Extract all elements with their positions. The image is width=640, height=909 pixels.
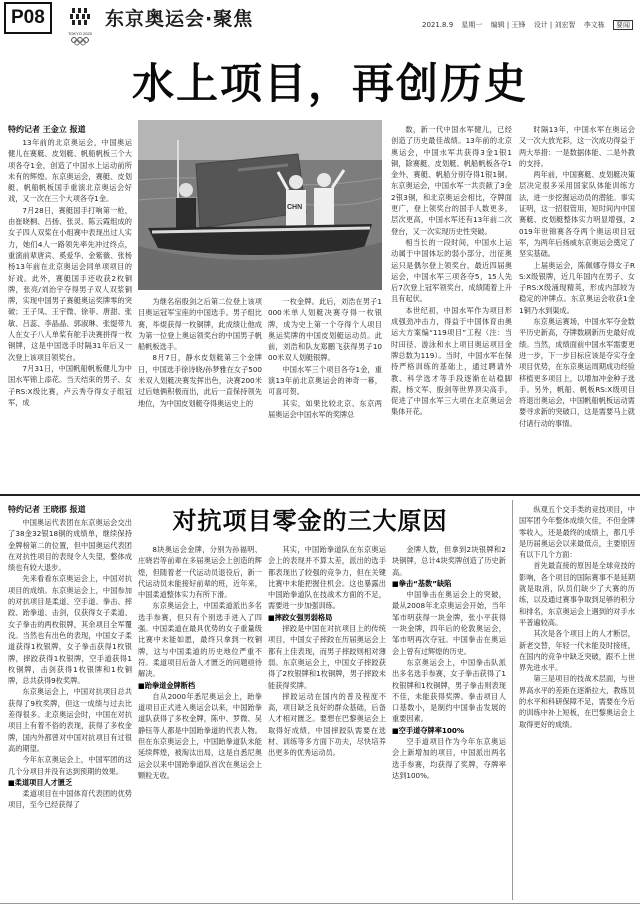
story2-col-1 [8,517,132,899]
paragraph: 上届奥运会，陈佩娜夺得女子RS:X级银牌，近几年国内在男子、女子RS:X级涌现精英，形成内部较为稳定的冲牌点。东京奥运会收获1金1铜乃水到渠成。 [519,260,635,315]
section-title: 东京奥运会·聚焦 [105,8,254,30]
paragraph: 自从2000年悉尼奥运会上，跆拳道项目正式进入奥运会以来，中国跆拳道队获得了多枚金牌，陈中、罗微、吴静钰等人都是中国跆拳道的代表人物。但在东京奥运会上，中国跆拳道队未能延续辉煌，被淘汰出局，这是自悉尼奥运会以来中国跆拳道队首次在奥运会上颗粒无收。 [138,691,262,780]
main-headline: 水上项目，再创历史 [131,59,528,108]
page-footer-rule [0,903,640,904]
paragraph: 13年前的北京奥运会，中国奥运健儿在赛艇、皮划艇、帆船帆板三个大项各夺1金，创造了中国水上运动前所未有的辉煌。东京奥运会，赛艇、皮划艇、帆船帆板国手重演北京奥运会好戏，又一次在三个大项各夺1金。 [8,138,132,204]
issue-weekday: 星期一 [461,21,483,29]
sailing-photo [138,120,382,290]
paragraph: 纵观五个交手类的竞技项目，中国军团今年整体成绩欠佳，不但金牌零收入，还是最终的成绩上，都几乎是历届奥运会以来最低点，主要原因有以下几个方面： [519,505,635,560]
paragraph: 其次是各个项目上的人才断层，新老交替，年轻一代未能及时接班，在国内的竞争中缺乏突破，跟不上世界先进水平。 [519,629,635,673]
paragraph: 为继名宿殷剑之后第二位登上该项目奥运冠军宝座的中国选手。男子组比赛，毕焜获得一枚铜牌，此成绩让他成为第一位登上奥运领奖台的中国男子帆船帆板选手。 [138,297,262,352]
paragraph: 空手道项目作为今年东京奥运会上新增加的项目，中国派出两名选手参赛，均获得了奖牌，夺牌率达到100%。 [392,737,506,780]
story1-col-2 [138,296,262,488]
paragraph: 摔跤是中国在对抗项目上的传统项目，中国女子摔跤在历届奥运会上都有上佳表现，而男子摔跤则相对薄弱。东京奥运会上，中国女子摔跤获得了2枚银牌和1枚铜牌，男子摔跤未能获得奖牌。 [268,624,386,690]
paragraph: 时隔13年，中国水军在奥运会又一次大放光彩，这一次成功得益于两大举措：一是数据体能、二是外教的支持。 [519,125,635,168]
page-header [0,0,640,50]
paragraph: 金牌人数，但拿到2块银牌和2块铜牌，总计4块奖牌创造了历史新高。 [392,545,506,577]
paragraph: 7月31日，中国帆船帆板健儿为中国水军锦上添花。当天结束的男子、女子RS:X级比赛，卢云秀夺得女子组冠军，成 [8,363,132,407]
paragraph: 8月7日，静水皮划艇第三个金牌日，中国选手徐诗晓/孙梦雅在女子500米双人划艇决赛发挥出色，决赛200米过后她俩积极而出，此后一直保持领先地位，为中国皮划艇夺得奥运史上的 [138,353,262,408]
paragraph: 摔跤运动在国内的普及程度不高，项目缺乏良好的群众基础，后备人才相对匮乏。要想在巴黎奥运会上取得好成绩，中国摔跤队需要在选材、训练等多方面下功夫，尽快培养出更多的优秀运动员。 [268,691,386,758]
column-rule [512,500,513,900]
paragraph: 东京奥运赛场，中国水军夺金数平历史新高，夺牌数刷新历史最好成绩。当然，成绩面前中国水军需要更进一步，下一步目标应该是夺实夺金项目优势，在东京奥运周期成功经验移植更多项目上，以增加冲金种子选手。另外，帆船、帆板RS:X级项目将退出奥运会，中国帆船帆板运动需要寻求新的突破口，这是需要马上就付诸行动的事情。 [519,317,635,428]
paragraph: 中国水军三个项目各夺1金，重演13年前北京奥运会的神奇一幕，可喜可贺。 [268,364,382,397]
story1-col-3 [268,296,382,488]
subheading: ■跆拳道金牌断档 [138,680,196,690]
paragraph: 7月28日，赛艇国手打响第一枪，由崔晓桐、吕扬、张灵、陈云霞组成的女子四人双桨在小组赛中表现出过人实力，她们4人一路领先率先冲过终点，重演前辈唐宾、奚爱华、金紫薇、张杨杨13年前在北京奥运会同单项项目的好戏。此外，赛艇国手还收获2枚铜牌，张亮/刘治宇夺得男子双人双浆铜牌，实现中国男子赛艇奥运奖牌零的突破；王子凤、王宇微、徐菲、唐甜、张敏、吕蕊、李晶晶、郭淑琳、张缇带九人在女子八人单桨有舵手决赛拼得一枚铜牌，这是中国选手时隔31年后又一次登上该项目领奖台。 [8,205,132,362]
story2-col-3 [268,544,386,899]
subheading: ■摔跤女强男弱格局 [268,612,333,622]
paragraph: 相当长的一段时间，中国水上运动属于中国体坛的弱小部分，出征奥运只是偶尔登上领奖台，最近四届奥运会，中国水军三项各夺5，15人先后7次登上冠军领奖台，成绩随着上升且有起伏。 [391,237,512,304]
subheading: ■柔道项目人才匮乏 [8,777,73,787]
paragraph: 数，新一代中国水军健儿，已经创造了历史最佳战绩。13年前的北京奥运会，中国水军共获得3金1银1铜，除赛艇、皮划艇、帆船帆板各夺1金外，赛艇、帆船分别夺得1银1铜。东京奥运会，中国水军一共贡献了3金2银3铜，和北京奥运会相比，夺牌面更广，登上领奖台的国手人数更多，层次更高，中国水军还有13年前二次登台，又一次实现历史性突破。 [391,125,512,236]
story2-col-2 [138,544,262,899]
paragraph: 其实，如果比较北京、东京两届奥运会中国水军的奖牌总 [268,398,382,419]
paragraph: 柔道项目在中国体育代表团的优势项目，至今已经获得了 [8,789,132,810]
proofreader-credit: 李文栋 [583,21,605,29]
editor-credit: 编辑 | 王锋 [490,21,526,29]
paragraph: 中国拳击在奥运会上的突破，最从2008年北京奥运会开始，当年邹市明获得一块金牌，张小平获得一块金牌，四年后的伦敦奥运会，邹市明再次夺冠。中国拳击在奥运会上曾有过辉煌的历史。 [392,590,506,656]
paragraph: 一枚金牌。此后，刘浩在男子1000米单人划艇决赛夺得一枚银牌，成为史上第一个夺得个人项目奥运奖牌的中国皮划艇运动员。此前，刘浩和队友郑鹏飞获得男子1000米双人划艇银牌。 [268,297,382,363]
paragraph: 首先最直接的原因是全球竞技的影响，各个项目的国际赛事不是延期就是取消，队员们缺少了大赛的历练，以及通过赛事争取到足够的积分和排名，东京奥运会上遇到的对手水平普遍较高。 [519,561,635,627]
story1-byline: 特约记者 王金立 报道 [8,125,86,134]
subheading: ■拳击“基数”缺陷 [392,578,452,588]
paragraph: 今年东京奥运会上，中国军团的这几个分项目并没有达到预期的效果。 [8,755,132,776]
story2-col-5 [519,504,635,899]
paragraph: 东京奥运会上，中国柔道派出多名选手参赛，但只有个别选手进入了四强。中国柔道在最具优势的女子重量级比赛中未能如愿，最终只拿到一枚铜牌，这与中国柔道的历史地位严重不符。柔道项目后备人才匮乏的问题亟待解决。 [138,601,262,679]
section-divider [0,494,640,496]
issue-meta [422,20,639,30]
flag-text: CHN [287,204,303,211]
story1-col-1 [8,137,132,485]
paragraph: 本世纪初，中国水军作为项目形成强劲冲击力，得益于中国体育由奥运大方案编“119项目”工程（注：当时田径、游泳和水上项目奥运项目金牌总数为119）。当时，中国水军在保持严格训练的基础上，通过聘请外教、科学选才等手段逐渐在站稳脚跟，杨文军、殷剑等世界顶尖高手，促进了中国水军三大项在北京奥运会集体开花。 [391,305,512,417]
paragraph: 先来看看东京奥运会上，中国对抗项目的成绩。东京奥运会上，中国参加的对抗项目是柔道、空手道、拳击、摔跤、跆拳道、击剑，仅获得女子柔道、女子拳击的两枚银牌，其余项目全军覆没。当然也有出色的表现，中国女子柔道获得1枚银牌，女子拳击获得1枚银牌，摔跤获得1枚银牌，空手道获得1枚铜牌，击剑获得1枚银牌和1枚铜牌，总共获得9枚奖牌。 [8,574,132,686]
page-number: P08 [4,2,52,34]
designer-credit: 设计 | 刘宏智 [533,21,576,29]
story1-col-5 [519,124,635,488]
paragraph: 中国奥运代表团在东京奥运会交出了38金32银18铜的成绩单，继续保持金牌榜第二的位置，但中国奥运代表团在对抗性项目的表现令人失望，整体成绩也有较大退步。 [8,518,132,573]
section-tag: 要闻 [613,20,633,30]
paragraph: 8块奥运会金牌，分别为孙福明、庄晓岩等前辈在多届奥运会上创造的辉煌，但随着老一代运动员退役后，新一代运动员未能接好前辈的班，近年来，中国柔道整体实力有所下滑。 [138,545,262,600]
paragraph: 第三是项目的技战术层面，与世界高水平的差距在逐渐拉大，教练员的水平和科研保障不足，需要在今后的训练中补上短板，在巴黎奥运会上取得更好的成绩。 [519,674,635,729]
second-headline: 对抗项目零金的三大原因 [172,507,448,535]
paragraph: 其实，中国跆拳道队在东京奥运会上的表现并不算太差，派出的选手都表现出了较强的竞争力，但在关键比赛中未能把握住机会。这也暴露出中国跆拳道队在技战术方面的不足，需要进一步加强训练。 [268,545,386,611]
olympic-logo [68,6,92,46]
story2-col-4 [392,544,506,899]
subheading: ■空手道夺牌率100% [392,725,465,735]
logo-caption: TOKYO 2020 [68,31,92,36]
issue-date: 2021.8.9 [422,21,454,29]
paragraph: 东京奥运会上，中国拳击队派出多名选手参赛，女子拳击获得了1枚银牌和1枚铜牌，男子拳击则表现不佳，未能获得奖牌。拳击项目人口基数小，是制约中国拳击发展的重要因素。 [392,657,506,724]
paragraph: 两年前，中国赛艇、皮划艇决策层决定很多采用国家队体能训练方法，进一步挖掘运动员的潜能。事实证明，这一招很管用，短时间内中国赛艇、皮划艇整体实力明显增强，2019年世锦赛各夺两个奥运项目冠军，为两年后扬威东京奥运会奠定了坚实基础。 [519,170,635,259]
story1-col-4 [391,124,512,488]
paragraph: 东京奥运会上，中国对抗项目总共获得了9枚奖牌，但这一成绩与过去比差得很多。北京奥运会时，中国在对抗项目上有着不俗的表现，获得了多枚金牌，国内外都曾对中国对抗项目有过很高的期望。 [8,687,132,753]
story2-byline: 特约记者 王晓郡 报道 [8,505,86,514]
